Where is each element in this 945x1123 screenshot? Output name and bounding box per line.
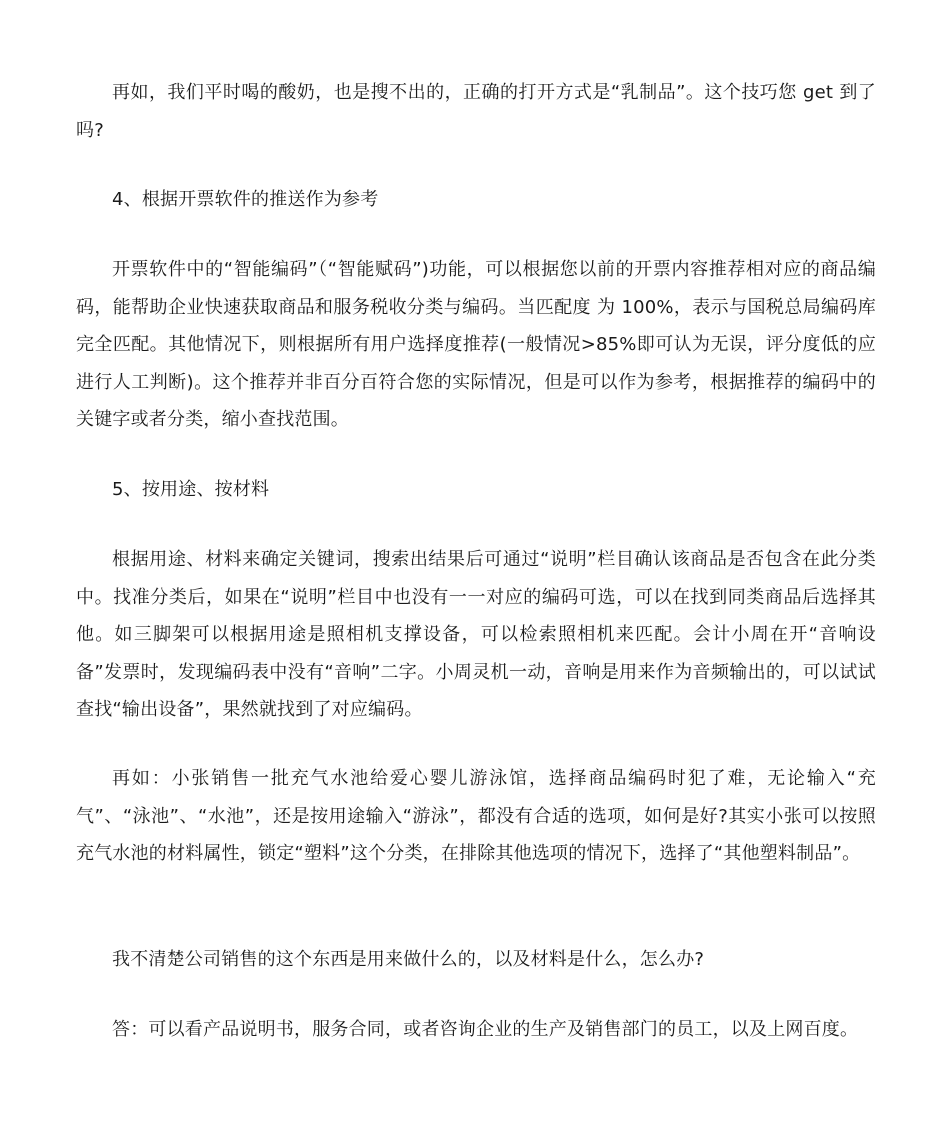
paragraph-question: 我不清楚公司销售的这个东西是用来做什么的，以及材料是什么，怎么办? [112,949,705,970]
section-heading-4: 4、根据开票软件的推送作为参考 [112,189,379,210]
paragraph-pool-example: 再如：小张销售一批充气水池给爱心婴儿游泳馆，选择商品编码时犯了难，无论输入“充气”、“泳池”、“水池”，还是按用途输入“游泳”，都没有合适的选项，如何是好?其实小张可以按照充气水池的材料属性，锁定“塑料”这个分类，在排除其他选项的情况下，选择了“其他塑料制品”。 [76,768,876,864]
paragraph-answer: 答：可以看产品说明书，服务合同，或者咨询企业的生产及销售部门的员工，以及上网百度。 [112,1019,859,1040]
section-heading-5: 5、按用途、按材料 [112,479,270,500]
paragraph-yogurt-example: 再如，我们平时喝的酸奶，也是搜不出的，正确的打开方式是“乳制品”。这个技巧您 get 到了吗? [76,82,876,141]
paragraph-usage-material: 根据用途、材料来确定关键词，搜索出结果后可通过“说明”栏目确认该商品是否包含在此分类中。找准分类后，如果在“说明”栏目中也没有一一对应的编码可选，可以在找到同类商品后选择其他。如三脚架可以根据用途是照相机支撑设备，可以检索照相机来匹配。会计小周在开“音响设备”发票时，发现编码表中没有“音响”二字。小周灵机一动，音响是用来作为音频输出的，可以试试查找“输出设备”，果然就找到了对应编码。 [76,549,876,720]
paragraph-smart-coding: 开票软件中的“智能编码”（“智能赋码”)功能，可以根据您以前的开票内容推荐相对应的商品编码，能帮助企业快速获取商品和服务税收分类与编码。当匹配度 为 100%，表示与国税总局编码库完全匹配。其他情况下，则根据所有用户选择度推荐(一般情况>85%即可认为无误，评分度低的应进行人工判断)。这个推荐并非百分百符合您的实际情况，但是可以作为参考，根据推荐的编码中的关键字或者分类，缩小查找范围。 [76,259,876,430]
